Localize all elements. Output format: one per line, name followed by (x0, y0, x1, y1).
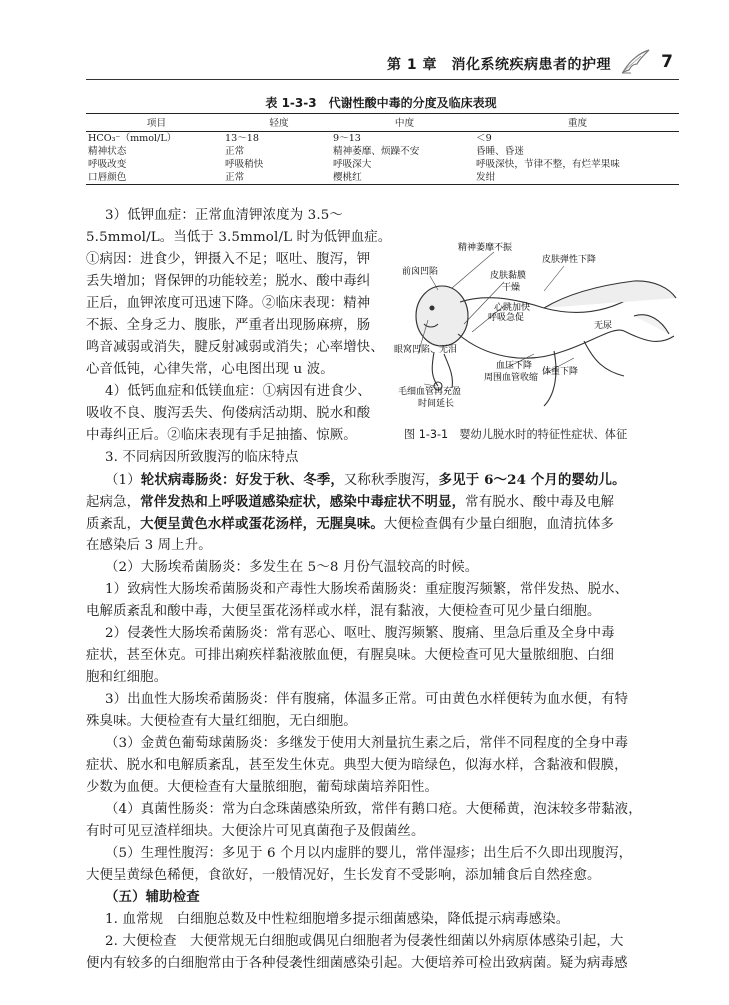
table-cell: 发绀 (476, 171, 679, 185)
fig-label: 周围血管收缩 (484, 373, 539, 383)
table-cell: 正常 (225, 171, 333, 185)
table-cell: HCO₃⁻（mmol/L） (88, 133, 177, 144)
ecoli-1-line: 1）致病性大肠埃希菌肠炎和产毒性大肠埃希菌肠炎：重症腹泻频繁，常伴发热、脱水、 (105, 582, 629, 597)
hypokalemia-line: 丢失增加；肾保钾的功能较差；脱水、酸中毒纠 (86, 274, 371, 289)
fig-label: 精神萎靡不振 (458, 243, 513, 253)
rotavirus-line: 质紊乱，大便呈黄色水样或蛋花汤样，无腥臭味。大便检查偶有少量白细胞，血清抗体多 (86, 516, 615, 532)
table-cell: 呼吸深大 (333, 159, 372, 170)
ecoli-heading: （2）大肠埃希菌肠炎：多发生在 5～8 月份气温较高的时候。 (105, 560, 479, 575)
table-row (86, 145, 679, 158)
fig-label: 体重下降 (542, 367, 579, 377)
table-cell: 9～13 (333, 133, 361, 144)
column-header: 轻度 (225, 114, 333, 132)
page-number: 7 (661, 52, 673, 72)
table-cell: 精神萎靡、烦躁不安 (333, 146, 420, 157)
column-header: 重度 (476, 114, 679, 132)
fig-label: 时间延长 (418, 399, 455, 409)
table-cell: 昏睡、昏迷 (476, 146, 524, 157)
aux-exam-heading: （五）辅助检查 (105, 890, 200, 905)
ecoli-2-line: 2）侵袭性大肠埃希菌肠炎：常有恶心、呕吐、腹泻频繁、腹痛、里急后重及全身中毒 (105, 626, 615, 641)
rotavirus-line: 起病急，常伴发热和上呼吸道感染症状，感染中毒症状不明显，常有脱水、酸中毒及电解 (86, 494, 615, 510)
fig-label: 眼窝凹陷、无泪 (394, 345, 458, 355)
ecoli-2-line: 胞和红细胞。 (86, 670, 168, 685)
fig-label: 呼吸急促 (488, 313, 525, 323)
hypokalemia-line: 5.5mmol/L。当低于 3.5mmol/L 时为低钾血症。 (86, 230, 392, 245)
column-header: 中度 (333, 114, 476, 132)
rotavirus-line: 在感染后 3 周上升。 (86, 538, 212, 553)
ecoli-3-line: 3）出血性大肠埃希菌肠炎：伴有腹痛，体温多正常。可由黄色水样便转为血水便，有特 (105, 692, 629, 707)
ecoli-1-line: 电解质紊乱和酸中毒，大便呈蛋花汤样或水样，混有黏液，大便检查可见少量白细胞。 (86, 604, 601, 619)
table-cell: 13～18 (225, 133, 260, 144)
table-cell: 正常 (225, 146, 245, 157)
infant-dehydration-figure (394, 236, 684, 436)
table-cell: 樱桃红 (333, 171, 476, 185)
hypokalemia-line: ①病因：进食少，钾摄入不足；呕吐、腹泻，钾 (86, 252, 371, 267)
fungal-line: （4）真菌性肠炎：常为白念珠菌感染所致，常伴有鹅口疮。大便稀黄，泡沫较多带黏液， (105, 802, 642, 817)
page-header (0, 48, 729, 78)
table-cell: 呼吸深快，节律不整，有烂苹果味 (476, 159, 620, 170)
ecoli-2-line: 症状，甚至休克。可排出痢疾样黏液脓血便，有腥臭味。大便检查可见大量脓细胞、白细 (86, 648, 615, 663)
table-row (86, 132, 679, 146)
hypokalemia-line: 不振、全身乏力、腹胀，严重者出现肠麻痹，肠 (86, 318, 371, 333)
table-row (86, 158, 679, 171)
staph-line: 症状、脱水和电解质紊乱，甚至发生休克。典型大便为暗绿色，似海水样，含黏液和假膜， (86, 758, 628, 773)
hypokalemia-line: 心音低钝，心律失常，心电图出现 u 波。 (86, 362, 334, 377)
staph-line: 少数为血便。大便检查有大量脓细胞，葡萄球菌培养阳性。 (86, 780, 439, 795)
table-cell: ＜9 (476, 133, 492, 144)
chapter-title: 第 1 章 消化系统疾病患者的护理 (387, 57, 611, 73)
table-cell: 呼吸稍快 (225, 159, 264, 170)
table-cell: 口唇颜色 (86, 171, 225, 185)
aux-blood-line: 1. 血常规 白细胞总数及中性粒细胞增多提示细菌感染，降低提示病毒感染。 (105, 912, 570, 927)
fig-label: 血压下降 (496, 361, 533, 371)
ecoli-3-line: 殊臭味。大便检查有大量红细胞，无白细胞。 (86, 714, 357, 729)
staph-line: （3）金黄色葡萄球菌肠炎：多继发于使用大剂量抗生素之后，常伴不同程度的全身中毒 (105, 736, 629, 751)
hypocalcemia-line: 吸收不良、腹泻丢失、佝偻病活动期、脱水和酸 (86, 406, 371, 421)
rotavirus-line: （1）轮状病毒肠炎：好发于秋、冬季，又称秋季腹泻，多见于 6～24 个月的婴幼儿。 (105, 472, 626, 488)
fig-label: 无尿 (594, 321, 613, 331)
hypocalcemia-line: 4）低钙血症和低镁血症：①病因有进食少、 (105, 384, 371, 399)
header-rule (86, 79, 679, 80)
table-cell: 精神状态 (88, 146, 127, 157)
fig-label: 毛细血管再充盈 (398, 387, 462, 397)
table-header-row (86, 114, 679, 132)
hypocalcemia-line: 中毒纠正后。②临床表现有手足抽搐、惊厥。 (86, 428, 357, 443)
fig-label: 心跳加快 (494, 303, 531, 313)
acidosis-table (86, 113, 679, 185)
hypokalemia-line: 鸣音减弱或消失，腱反射减弱或消失；心率增快、 (86, 340, 384, 355)
table-caption: 表 1-3-3 代谢性酸中毒的分度及临床表现 (265, 96, 497, 110)
physiological-line: （5）生理性腹泻：多见于 6 个月以内虚胖的婴儿，常伴湿疹；出生后不久即出现腹泻， (105, 846, 633, 861)
fig-label: 皮肤弹性下降 (542, 255, 597, 265)
fig-label: 干燥 (502, 283, 521, 293)
figure-caption: 图 1-3-1 婴幼儿脱水时的特征性症状、体征 (404, 428, 628, 441)
aux-stool-line: 便内有较多的白细胞常由于各种侵袭性细菌感染引起。大便培养可检出致病菌。疑为病毒感 (86, 956, 628, 971)
table-cell: 呼吸改变 (88, 159, 127, 170)
section-heading: 3. 不同病因所致腹泻的临床特点 (105, 450, 299, 465)
aux-stool-line: 2. 大便检查 大便常规无白细胞或偶见白细胞者为侵袭性细菌以外病原体感染引起，大 (105, 934, 624, 949)
hypokalemia-line: 正后，血钾浓度可迅速下降。②临床表现：精神 (86, 296, 371, 311)
table-row (86, 171, 679, 185)
fig-label: 皮肤黏膜 (490, 271, 527, 281)
column-header: 项目 (86, 114, 225, 132)
quill-logo-icon (619, 48, 651, 74)
physiological-line: 大便呈黄绿色稀便，食欲好，一般情况好，生长发育不受影响，添加辅食后自然痊愈。 (86, 868, 601, 883)
fig-label: 前囟凹陷 (402, 267, 439, 277)
fungal-line: 有时可见豆渣样细块。大便涂片可见真菌孢子及假菌丝。 (86, 824, 425, 839)
hypokalemia-line: 3）低钾血症：正常血清钾浓度为 3.5～ (105, 208, 343, 223)
